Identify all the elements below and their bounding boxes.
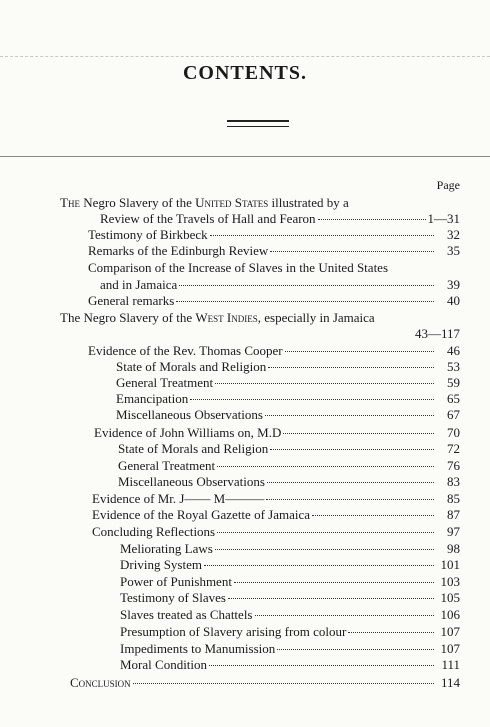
toc-entry-8[interactable]: General Treatment 59 (116, 375, 460, 390)
toc-entry-16[interactable]: Evidence of the Royal Gazette of Jamaica 87 (92, 507, 460, 522)
faint-top-rule (0, 56, 490, 57)
toc-entry-0-line1: The Negro Slavery of the United States illustrated by a (60, 195, 349, 210)
header-rule (0, 156, 490, 157)
title-double-rule (227, 120, 289, 127)
toc-entry-20[interactable]: Power of Punishment 103 (120, 574, 460, 589)
toc-entry-25[interactable]: Moral Condition 111 (120, 657, 460, 672)
toc-entry-19[interactable]: Driving System 101 (120, 557, 460, 572)
page-title: CONTENTS. (182, 62, 308, 84)
toc-entry-5-line1: The Negro Slavery of the West Indies, especially in Jamaica (60, 310, 375, 325)
toc-entry-12[interactable]: State of Morals and Religion 72 (118, 441, 460, 456)
toc-entry-0[interactable]: Review of the Travels of Hall and Fearon 1—31 (100, 211, 460, 226)
toc-entry-14[interactable]: Miscellaneous Observations 83 (118, 474, 460, 489)
toc-entry-24[interactable]: Impediments to Manumission 107 (120, 641, 460, 656)
toc-entry-7[interactable]: State of Morals and Religion 53 (116, 359, 460, 374)
toc-entry-3-line1: Comparison of the Increase of Slaves in the United States (88, 260, 389, 275)
toc-entry-10[interactable]: Miscellaneous Observations 67 (116, 407, 460, 422)
toc-entry-26[interactable]: Conclusion 114 (70, 675, 460, 690)
toc-entry-18[interactable]: Meliorating Laws 98 (120, 541, 460, 556)
toc-entry-22[interactable]: Slaves treated as Chattels 106 (120, 607, 460, 622)
toc-entry-2[interactable]: Remarks of the Edinburgh Review 35 (88, 243, 460, 258)
toc-entry-9[interactable]: Emancipation 65 (116, 391, 460, 406)
toc-entry-5-page: 43—117 (414, 326, 460, 341)
toc-entry-4[interactable]: General remarks 40 (88, 293, 460, 308)
toc-entry-6[interactable]: Evidence of the Rev. Thomas Cooper 46 (88, 343, 460, 358)
toc-entry-21[interactable]: Testimony of Slaves 105 (120, 590, 460, 605)
toc-entry-1[interactable]: Testimony of Birkbeck 32 (88, 227, 460, 242)
toc-entry-3[interactable]: and in Jamaica 39 (100, 277, 460, 292)
toc-entry-23[interactable]: Presumption of Slavery arising from colour 107 (120, 624, 460, 639)
toc-entry-17[interactable]: Concluding Reflections 97 (92, 524, 460, 539)
toc-entry-13[interactable]: General Treatment 76 (118, 458, 460, 473)
toc-entry-11[interactable]: Evidence of John Williams on, M.D 70 (94, 425, 460, 440)
page-column-header: Page (436, 178, 460, 192)
toc-entry-15[interactable]: Evidence of Mr. J—— M——— 85 (92, 491, 460, 506)
